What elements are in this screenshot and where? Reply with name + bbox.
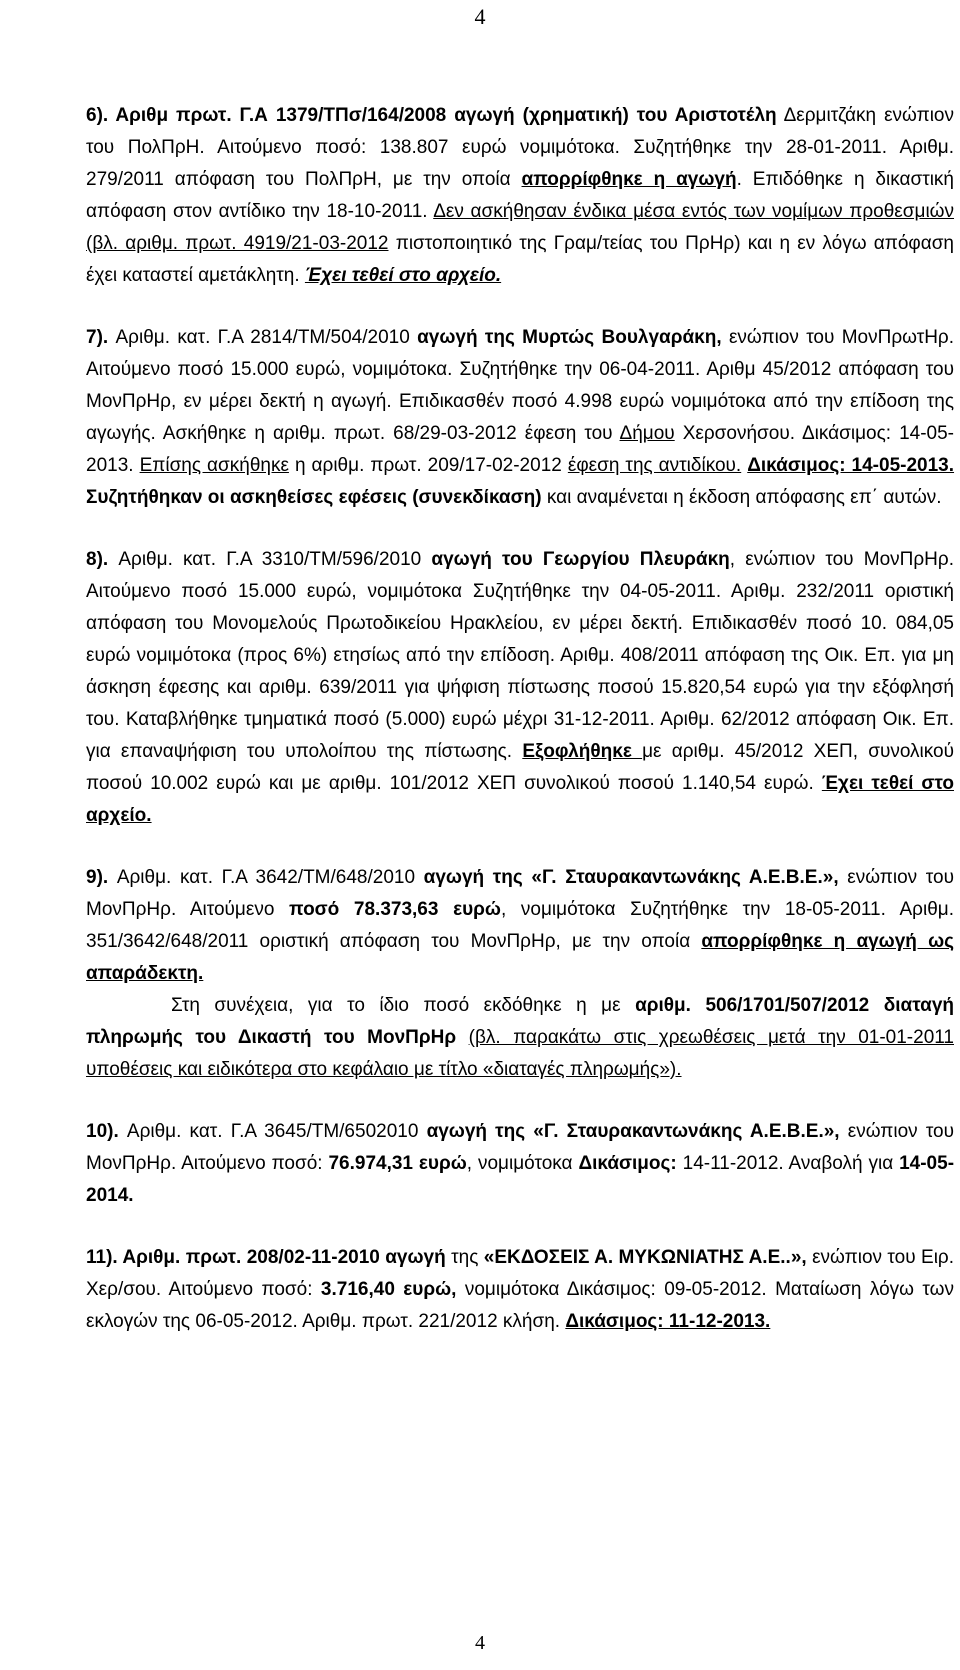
text-run: Δήμου <box>619 423 675 444</box>
text-run: 6). Αριθμ πρωτ. Γ.Α 1379/ΤΠσ/164/2008 αγωγή (χρηματική) του Αριστοτέλη <box>86 105 777 126</box>
text-run: Έχει τεθεί στο αρχείο. <box>86 773 954 826</box>
document-body <box>86 100 954 1338</box>
text-run: Εξοφλήθηκε <box>522 741 643 762</box>
text-run: , νομιμότοκα Συζητήθηκε την 18-05-2011. Αριθμ. 351/3642/648/2011 οριστική απόφαση του ΜονΠρΗρ, με την οποία <box>86 899 954 952</box>
text-run: 7). <box>86 327 116 348</box>
text-run: Αριθμ. κατ. Γ.Α 3645/ΤΜ/6502010 <box>126 1121 427 1142</box>
case-entry-9 <box>86 862 954 990</box>
text-run: 10). <box>86 1121 127 1142</box>
text-run: Δικάσιμος: 11-12-2013. <box>565 1311 771 1332</box>
text-run: νομιμότοκα Δικάσιμος: 09-05-2012. Ματαίωση λόγω των εκλογών της 06-05-2012. Αριθμ. πρωτ. 221/2012 κλήση. <box>86 1279 954 1332</box>
text-run: της <box>445 1247 484 1268</box>
case-entry-7 <box>86 322 954 514</box>
text-run: Δεν ασκήθησαν ένδικα μέσα εντός των νομίμων προθεσμιών (βλ. αριθμ. πρωτ. 4919/21-03-2012 <box>86 201 955 254</box>
text-run: με αριθμ. 45/2012 ΧΕΠ, συνολικού ποσού 10.002 ευρώ και με αριθμ. 101/2012 ΧΕΠ συνολικού ποσού 1.140,54 ευρώ. <box>86 741 955 794</box>
text-run: Δερμιτζάκη ενώπιον του ΠολΠρΗ. Αιτούμενο ποσό: 138.807 ευρώ νομιμότοκα. Συζητήθηκε την 28-01-2011. Αριθμ. 279/2011 απόφαση του ΠολΠρΗ, με την οποία <box>86 105 954 190</box>
text-run: 14-11-2012. Αναβολή για <box>676 1153 900 1174</box>
text-run: Χερσονήσου. Δικάσιμος: 14-05-2013. <box>86 423 955 476</box>
text-run: (βλ. παρακάτω στις χρεωθέσεις μετά την 01-01-2011 υποθέσεις και ειδικότερα στο κεφάλαιο με τίτλο «διαταγές πληρωμής»). <box>86 1027 954 1080</box>
text-run: 76.974,31 ευρώ <box>328 1153 467 1174</box>
text-run: απορρίφθηκε η αγωγή <box>521 169 737 190</box>
text-run: ενώπιον του ΜονΠρΗρ. Αιτούμενο ποσό: <box>86 1121 955 1174</box>
text-run: Αριθμ. κατ. Γ.Α 3642/ΤΜ/648/2010 <box>116 867 424 888</box>
text-run: αγωγή του Γεωργίου Πλευράκη <box>431 549 730 570</box>
case-entry-8 <box>86 544 954 832</box>
text-run: Επίσης ασκήθηκε <box>139 455 289 476</box>
text-run: , ενώπιον του ΜονΠρΗρ. Αιτούμενο ποσό 15.000 ευρώ, νομιμότοκα Συζητήθηκε την 04-05-2011. Αριθμ. 232/2011 οριστική απόφαση του Μονομελούς Πρωτοδικείου Ηρακλείου, εν μέρει δεκτή. Επιδικασθέν ποσό 10. 084,05 ευρώ νομιμότοκα (προς 6%) ετησίως από την επίδοση. Αριθμ. 408/2011 απόφαση της Οικ. Επ. για μη άσκηση έφεσης και αριθμ. 639/2011 για ψήφιση πίστωσης ποσού 15.820,54 ευρώ για την εξόφλησή του. Καταβλήθηκε τμηματικά ποσό (5.000) ευρώ μέχρι 31-12-2011. Αριθμ. 62/2012 απόφαση Οικ. Επ. για επαναψήφιση του υπολοίπου της πίστωσης. <box>86 549 954 762</box>
text-run: Αριθμ. κατ. Γ.Α 2814/ΤΜ/504/2010 <box>115 327 418 348</box>
text-run: Στη συνέχεια, για το ίδιο ποσό εκδόθηκε η με <box>171 995 636 1016</box>
text-run: έφεση της αντιδίκου. <box>567 455 742 476</box>
text-run: ενώπιον του Ειρ. Χερ/σου. Αιτούμενο ποσό: <box>86 1247 955 1300</box>
case-entry-11 <box>86 1242 954 1338</box>
case-entry-6 <box>86 100 954 292</box>
text-run: αριθμ. 506/1701/507/2012 διαταγή πληρωμής του Δικαστή του ΜονΠρΗρ <box>86 995 954 1048</box>
text-run: ενώπιον του ΜονΠρωτΗρ. Αιτούμενο ποσό 15.000 ευρώ, νομιμότοκα. Συζητήθηκε την 06-04-2011. Αριθμ 45/2012 απόφαση του ΜονΠρΗρ, εν μέρει δεκτή η αγωγή. Επιδικασθέν ποσό 4.998 ευρώ νομιμότοκα από την επίδοση της αγωγής. Ασκήθηκε η αριθμ. πρωτ. 68/29-03-2012 έφεση του <box>86 327 955 444</box>
text-run: η αριθμ. πρωτ. 209/17-02-2012 <box>288 455 568 476</box>
text-run: 11). Αριθμ. πρωτ. 208/02-11-2010 αγωγή <box>86 1247 446 1268</box>
text-run: , νομιμότοκα <box>466 1153 579 1174</box>
text-run: απορρίφθηκε η αγωγή ως απαράδεκτη. <box>86 931 954 984</box>
text-run: ποσό 78.373,63 ευρώ <box>289 899 501 920</box>
text-run: Αριθμ. κατ. Γ.Α 3310/ΤΜ/596/2010 <box>118 549 432 570</box>
text-run: 8). <box>86 549 119 570</box>
case-entry-9-continuation <box>86 990 954 1086</box>
page-number-bottom: 4 <box>475 1632 485 1654</box>
text-run: Δικάσιμος: 14-05-2013. <box>747 455 955 476</box>
text-run <box>456 1027 469 1048</box>
text-run: . Επιδόθηκε η δικαστική απόφαση στον αντίδικο την 18-10-2011. <box>86 169 954 222</box>
text-run: Δικάσιμος: <box>578 1153 677 1174</box>
case-entry-10 <box>86 1116 954 1212</box>
text-run: αγωγή της «Γ. Σταυρακαντωνάκης Α.Ε.Β.Ε.», <box>426 1121 840 1142</box>
text-run: Συζητήθηκαν οι ασκηθείσες εφέσεις (συνεκδίκαση) <box>86 487 542 508</box>
text-run: 9). <box>86 867 117 888</box>
text-run: Έχει τεθεί στο αρχείο. <box>304 265 502 286</box>
text-run: «ΕΚΔΟΣΕΙΣ Α. ΜΥΚΩΝΙΑΤΗΣ Α.Ε..», <box>483 1247 807 1268</box>
text-run: αγωγή της Μυρτώς Βουλγαράκη, <box>417 327 722 348</box>
text-run: 14-05-2014. <box>86 1153 955 1206</box>
text-run: και αναμένεται η έκδοση απόφασης επ΄ αυτών. <box>541 487 942 508</box>
text-run: πιστοποιητικό της Γραμ/τείας του ΠρΗρ) και η εν λόγω απόφαση έχει καταστεί αμετάκλητη. <box>86 233 954 286</box>
page-number-top: 4 <box>474 4 486 29</box>
text-run: ενώπιον του ΜονΠρΗρ. Αιτούμενο <box>86 867 955 920</box>
text-run: αγωγή της «Γ. Σταυρακαντωνάκης Α.Ε.Β.Ε.», <box>423 867 839 888</box>
text-run: 3.716,40 ευρώ, <box>320 1279 457 1300</box>
